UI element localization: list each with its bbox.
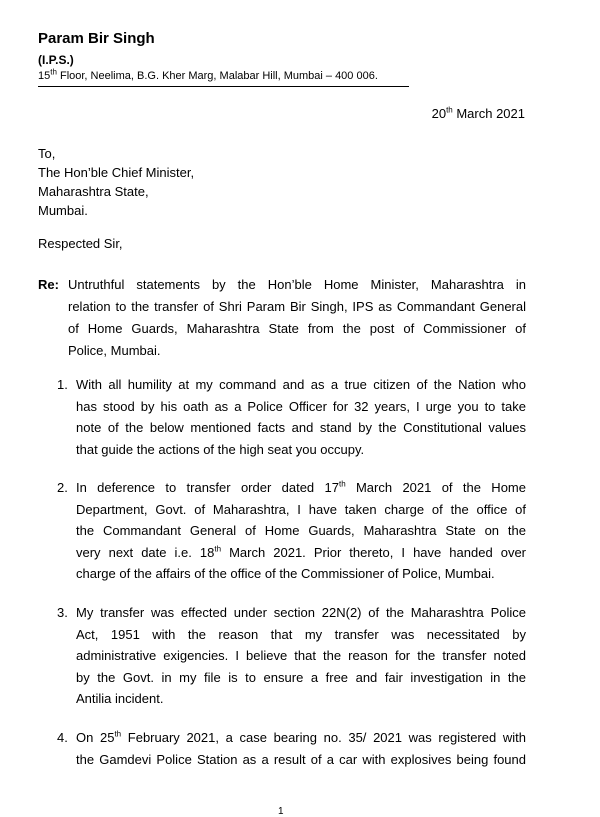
paragraph-3: [57, 602, 526, 710]
paragraph-1-number: 1.: [57, 377, 68, 392]
date-day-suffix: th: [446, 105, 453, 115]
paragraph-3-line-1: My transfer was effected under section 22N(2) of the Maharashtra Police: [76, 605, 526, 620]
paragraph-2: [57, 477, 526, 585]
p2-line-4-suffix: th: [214, 544, 222, 554]
paragraph-3-line-3: administrative exigencies. I believe that the reason for the transfer noted: [76, 648, 526, 663]
recipient-line-3: Mumbai.: [38, 203, 88, 218]
subject-line-2: relation to the transfer of Shri Param Bir Singh, IPS as Commandant General: [68, 299, 526, 314]
paragraph-4: [57, 727, 526, 770]
paragraph-1: [57, 374, 526, 460]
p2-line-4-end: March 2021. Prior thereto, I have handed over: [221, 544, 527, 560]
date-month-year: March 2021: [452, 106, 525, 121]
page-number: 1: [278, 806, 284, 817]
paragraph-4-line-2: the Gamdevi Police Station as a result of a car with explosives being found: [76, 751, 526, 767]
address-floor-suffix: th: [50, 67, 57, 77]
paragraph-2-line-5: charge of the affairs of the office of the Commissioner of Police, Mumbai.: [76, 566, 495, 581]
p2-line-4-start: very next date i.e. 18: [76, 544, 215, 560]
paragraph-3-number: 3.: [57, 605, 68, 620]
paragraph-3-line-2: Act, 1951 with the reason that my transfer was necessitated by: [76, 626, 526, 642]
paragraph-2-line-4: [76, 542, 526, 564]
paragraph-2-line-3: the Commandant General of Home Guards, Maharashtra State on the: [76, 523, 526, 538]
letterhead-divider: [38, 86, 409, 87]
paragraph-2-number: 2.: [57, 480, 68, 495]
paragraph-2-line-2: Department, Govt. of Maharashtra, I have taken charge of the office of: [76, 501, 526, 517]
sender-credentials: (I.P.S.): [38, 53, 74, 67]
p2-line-1-start: In deference to transfer order dated 17: [76, 480, 339, 495]
letter-date: [432, 106, 525, 121]
subject-line-1: Untruthful statements by the Hon’ble Home Minister, Maharashtra in: [68, 277, 526, 292]
sender-name: Param Bir Singh: [38, 30, 155, 47]
paragraph-1-line-2: has stood by his oath as a Police Officer for 32 years, I urge you to take: [76, 398, 526, 414]
paragraph-1-line-3: note of the below mentioned facts and stand by the Constitutional values: [76, 420, 526, 435]
paragraph-1-line-1: With all humility at my command and as a true citizen of the Nation who: [76, 377, 526, 392]
paragraph-1-line-4: that guide the actions of the high seat you occupy.: [76, 441, 365, 457]
subject-line-3: of Home Guards, Maharashtra State from the post of Commissioner of: [68, 321, 526, 336]
paragraph-4-line-1: [76, 727, 526, 749]
p4-line-1-start: On 25: [76, 730, 115, 745]
p2-line-1-end: March 2021 of the Home: [345, 480, 526, 495]
address-floor-number: 15: [38, 70, 51, 82]
address-text: Floor, Neelima, B.G. Kher Marg, Malabar Hill, Mumbai – 400 006.: [56, 70, 378, 82]
recipient-block: [38, 144, 194, 220]
sender-address: [38, 67, 378, 82]
recipient-line-1: The Hon’ble Chief Minister,: [38, 165, 195, 180]
paragraph-4-number: 4.: [57, 730, 68, 745]
recipient-to: To,: [38, 146, 56, 161]
date-day: 20: [431, 106, 447, 121]
p2-line-1-suffix: th: [338, 479, 346, 489]
paragraph-2-line-1: [76, 477, 526, 499]
p4-line-1-suffix: th: [114, 729, 122, 739]
p4-line-1-end: February 2021, a case bearing no. 35/ 2021 was registered with: [121, 730, 526, 745]
paragraph-3-line-5: Antilia incident.: [76, 691, 164, 706]
paragraph-3-line-4: by the Govt. in my file is to ensure a free and fair investigation in the: [76, 669, 526, 685]
subject-block: [38, 274, 526, 362]
subject-line-4: Police, Mumbai.: [68, 343, 161, 358]
subject-label: Re:: [38, 277, 59, 292]
recipient-line-2: Maharashtra State,: [38, 184, 149, 199]
salutation: Respected Sir,: [38, 236, 123, 251]
